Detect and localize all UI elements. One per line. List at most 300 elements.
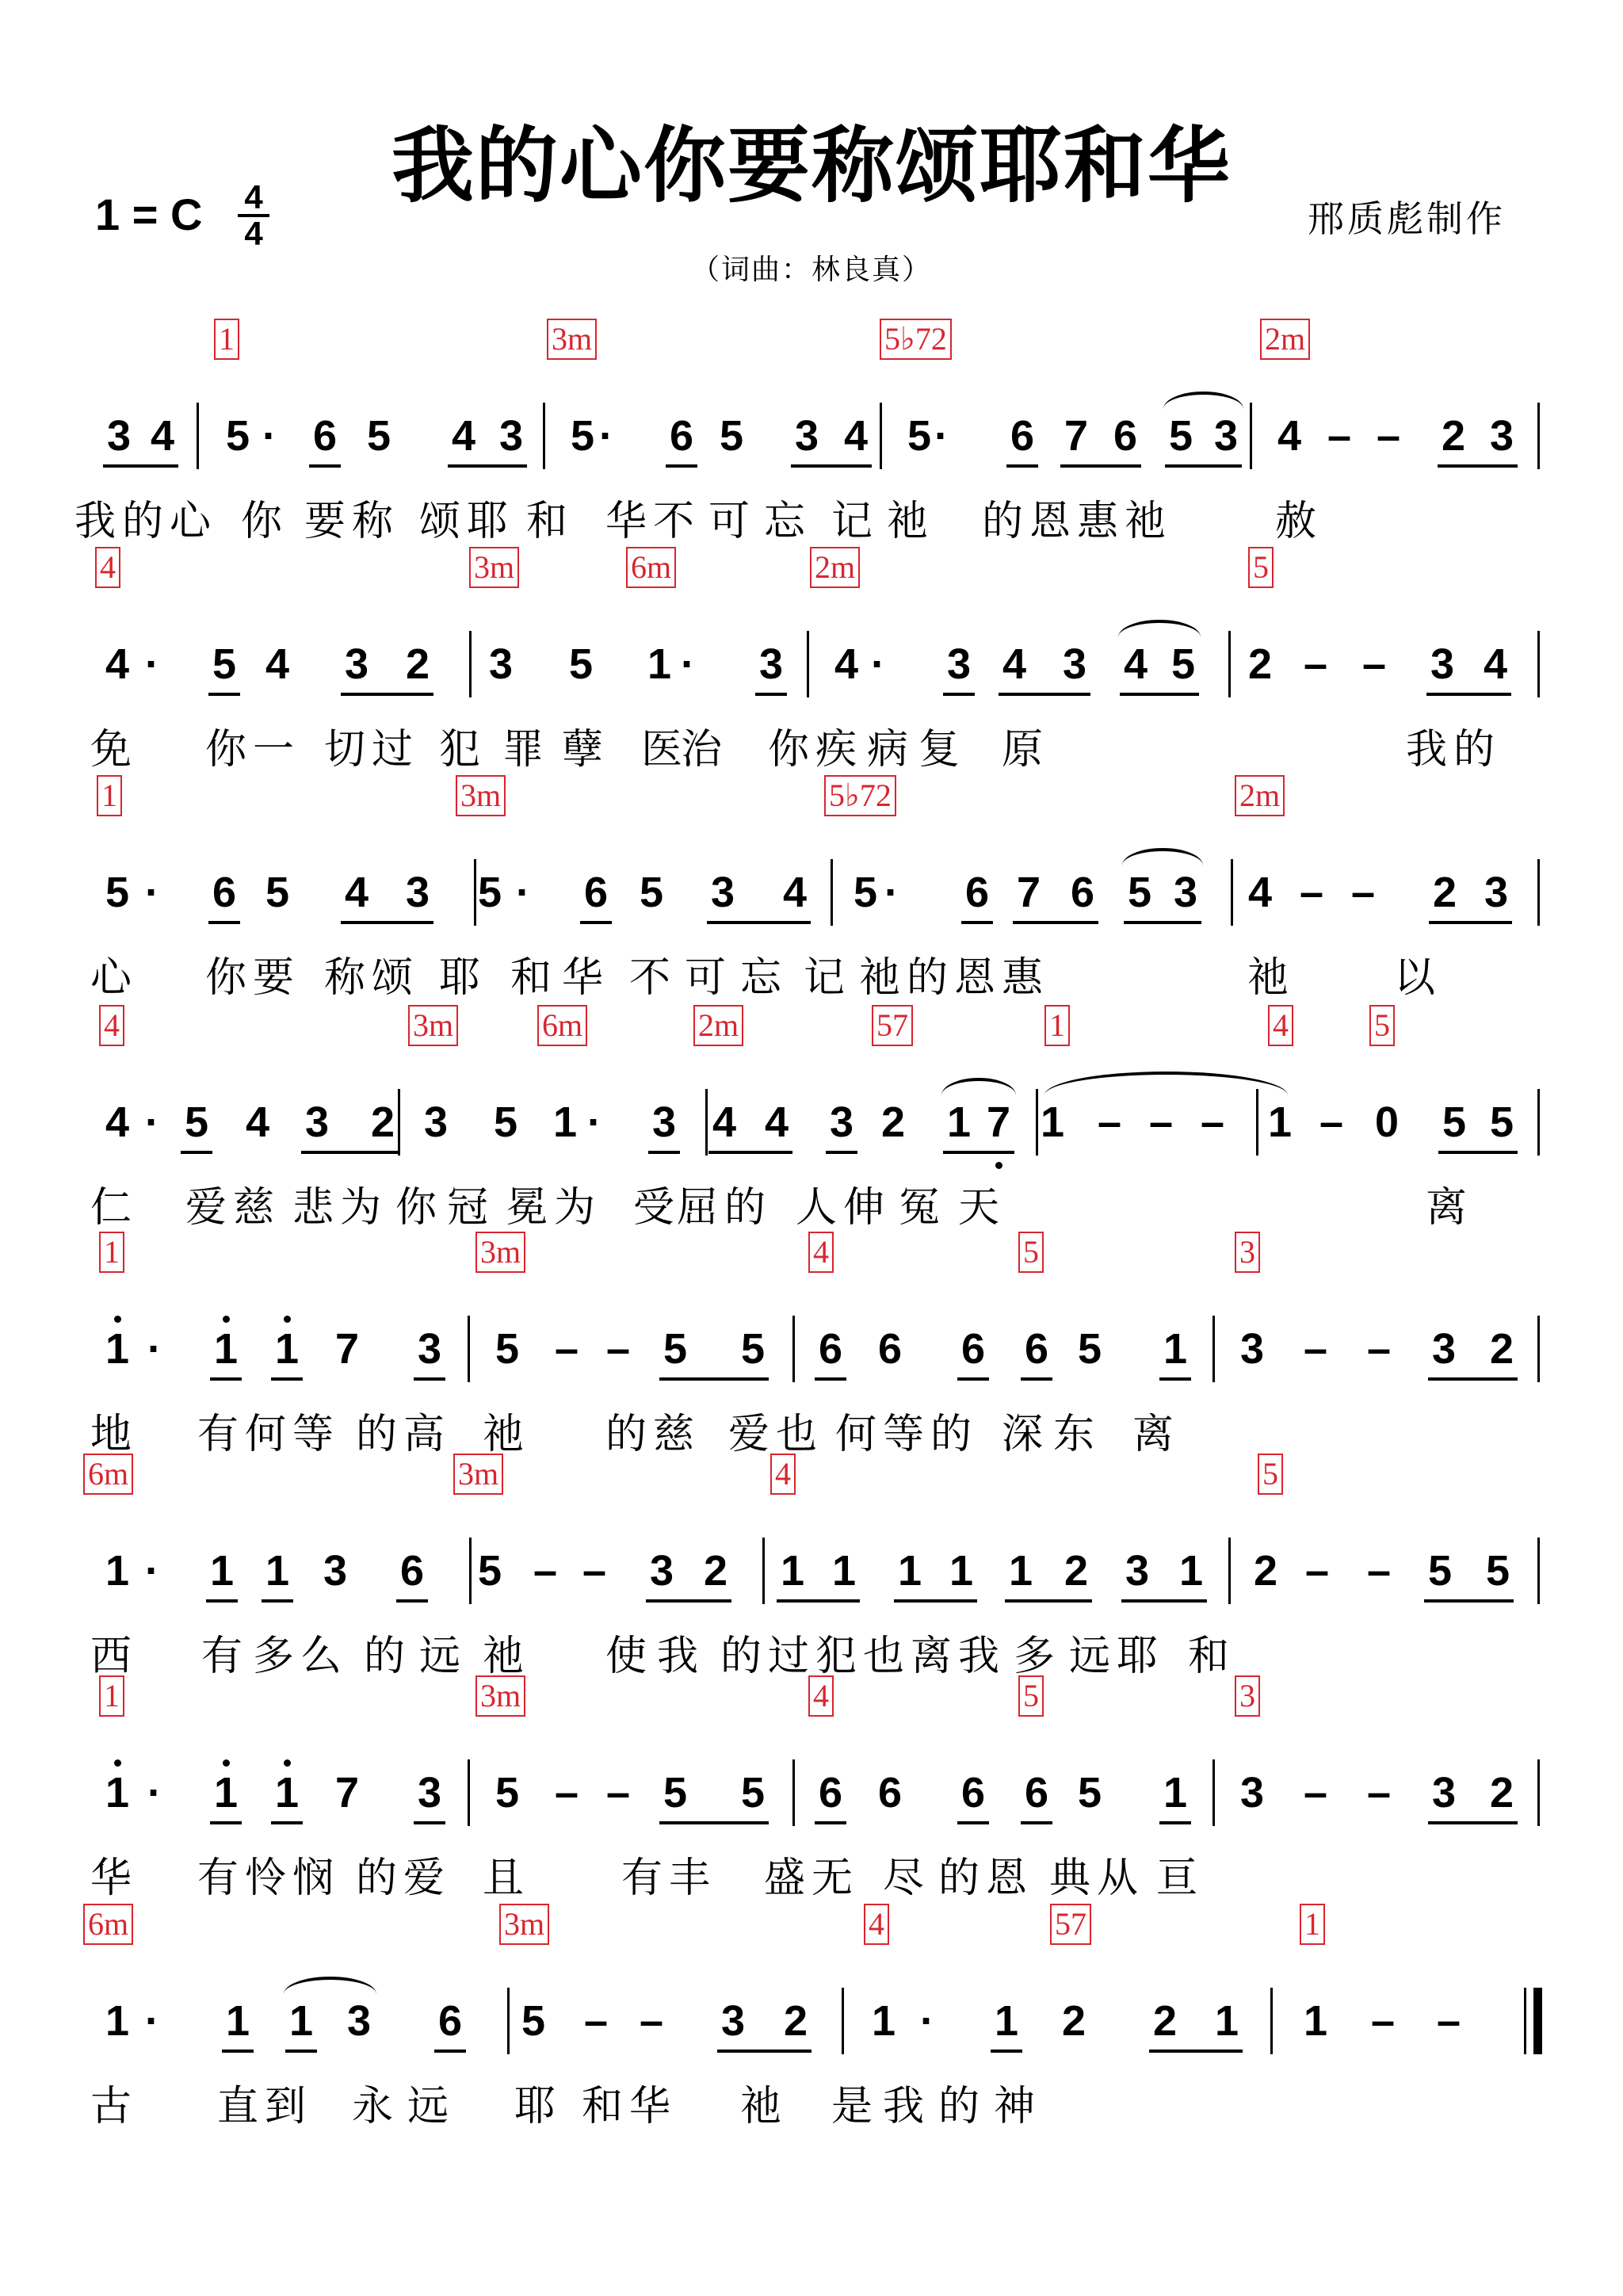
chord-symbol: 1 <box>97 775 122 816</box>
jianpu-note: 3 <box>106 412 132 460</box>
jianpu-note: · <box>145 1547 159 1595</box>
lyric-char: 离 <box>1132 1411 1174 1458</box>
lyric-char: 华 <box>90 1855 132 1902</box>
jianpu-note: 1 <box>1214 1997 1239 2045</box>
lyric-char: 颂 <box>418 498 460 545</box>
jianpu-note: 7 <box>979 1098 1018 1146</box>
chord-symbol: 6m <box>626 547 676 588</box>
eighth-beam <box>1060 464 1141 468</box>
chord-symbol: 1 <box>99 1675 124 1717</box>
lyric-char: 慈 <box>652 1411 694 1458</box>
jianpu-note: 1 <box>1267 1098 1293 1146</box>
jianpu-note: 6 <box>583 869 609 916</box>
eighth-beam <box>1120 693 1199 696</box>
barline <box>842 1988 844 2054</box>
lyric-char: 的 <box>355 1411 397 1458</box>
jianpu-note: 5 <box>477 869 502 916</box>
jianpu-note: 4 <box>1002 640 1027 688</box>
jianpu-note: 6 <box>399 1547 425 1595</box>
jianpu-note: 1 <box>288 1997 314 2045</box>
eighth-beam <box>646 1599 731 1603</box>
jianpu-note: 1 <box>105 1997 130 2045</box>
lyric-char: 犯 <box>815 1633 857 1680</box>
jianpu-note: – <box>1097 1098 1122 1146</box>
eighth-beam <box>961 921 993 924</box>
eighth-beam <box>271 1821 303 1824</box>
lyric-char: 过 <box>371 726 413 774</box>
lyric-char: 且 <box>482 1855 524 1902</box>
jianpu-note: – <box>1200 1098 1225 1146</box>
lyric-char: 复 <box>918 726 960 774</box>
jianpu-note: 5 <box>1127 869 1152 916</box>
eighth-beam <box>755 693 787 696</box>
barline <box>197 403 199 469</box>
lyric-char: 免 <box>90 726 132 774</box>
lyric-char: 我 <box>1405 726 1447 774</box>
lyric-char: 不 <box>628 954 670 1002</box>
jianpu-note: 2 <box>1489 1769 1514 1817</box>
jianpu-note: – <box>1303 640 1328 688</box>
jianpu-note: 5 <box>663 1325 688 1373</box>
eighth-beam <box>1149 2050 1243 2053</box>
lyric-char: 的 <box>363 1633 405 1680</box>
jianpu-note: 3 <box>1431 1769 1457 1817</box>
lyric-char: 是 <box>831 2083 873 2130</box>
lyric-char: 的 <box>720 1633 762 1680</box>
jianpu-note: 6 <box>1010 412 1035 460</box>
chord-symbol: 5♭72 <box>824 775 896 816</box>
lyric-char: 祂 <box>482 1633 524 1680</box>
jianpu-note: 5 <box>663 1769 688 1817</box>
chord-symbol: 5♭72 <box>880 319 952 360</box>
lyric-char: 的 <box>981 498 1023 545</box>
jianpu-note: – <box>1361 640 1387 688</box>
chord-symbol: 5 <box>1369 1005 1395 1046</box>
eighth-beam <box>943 693 975 696</box>
lyric-char: 祂 <box>886 498 928 545</box>
jianpu-note: 6 <box>669 412 694 460</box>
lyric-char: 祂 <box>739 2083 781 2130</box>
jianpu-note: 6 <box>818 1769 843 1817</box>
jianpu-note: 1 <box>267 1769 307 1817</box>
jianpu-note: 6 <box>877 1325 903 1373</box>
jianpu-note: 4 <box>245 1098 270 1146</box>
jianpu-note: 5 <box>568 640 594 688</box>
lyric-char: 我 <box>74 498 116 545</box>
jianpu-note: 3 <box>1062 640 1087 688</box>
lyric-char: 冤 <box>898 1184 940 1232</box>
lyric-char: 地 <box>90 1411 132 1458</box>
lyric-char: 一 <box>252 726 294 774</box>
jianpu-note: 2 <box>1489 1325 1514 1373</box>
lyric-char: 到 <box>264 2083 306 2130</box>
barline <box>807 631 809 697</box>
lyric-char: 你 <box>395 1184 437 1232</box>
jianpu-note: 6 <box>1024 1325 1049 1373</box>
lyric-char: 你 <box>204 954 246 1002</box>
jianpu-note: 7 <box>334 1325 360 1373</box>
lyric-char: 忘 <box>739 954 781 1002</box>
lyric-char: 华 <box>605 498 647 545</box>
lyric-char: 仁 <box>90 1184 132 1232</box>
lyric-char: 和 <box>1187 1633 1229 1680</box>
eighth-beam <box>1124 921 1201 924</box>
barline <box>1537 1759 1540 1826</box>
jianpu-note: 1 <box>871 1997 896 2045</box>
lyrics-composer-credit: （词曲：林良真） <box>690 254 932 286</box>
jianpu-note: 5 <box>105 869 130 916</box>
jianpu-note: 5 <box>570 412 595 460</box>
jianpu-note: – <box>1366 1325 1392 1373</box>
lyric-char: 的 <box>121 498 163 545</box>
lyric-char: 称 <box>351 498 393 545</box>
jianpu-note: 4 <box>1247 869 1273 916</box>
lyric-char: 屈 <box>676 1184 718 1232</box>
barline <box>468 1759 470 1826</box>
lyric-char: 西 <box>90 1633 132 1680</box>
eighth-beam <box>815 1377 846 1381</box>
jianpu-note: 1 <box>1163 1325 1188 1373</box>
lyric-char: 受 <box>632 1184 674 1232</box>
lyric-char: 记 <box>831 498 873 545</box>
jianpu-note: 5 <box>719 412 744 460</box>
jianpu-note: 1 <box>209 1547 235 1595</box>
eighth-beam <box>210 1821 242 1824</box>
lyric-char: 恩 <box>1029 498 1071 545</box>
eighth-beam <box>999 693 1090 696</box>
jianpu-note: 3 <box>323 1547 348 1595</box>
eighth-beam <box>1121 1599 1207 1603</box>
barline <box>1537 403 1540 469</box>
jianpu-note: 2 <box>405 640 430 688</box>
eighth-beam <box>434 2050 466 2053</box>
jianpu-note: · <box>145 1098 159 1146</box>
jianpu-note: · <box>681 640 695 688</box>
jianpu-note: 2 <box>1432 869 1457 916</box>
eighth-beam <box>210 1377 242 1381</box>
jianpu-note: – <box>605 1769 631 1817</box>
lyric-char: 以 <box>1393 954 1435 1002</box>
lyric-char: 惠 <box>1076 498 1118 545</box>
meter-top: 4 <box>244 178 263 216</box>
jianpu-note: 3 <box>1430 640 1455 688</box>
final-barline-thick <box>1533 1988 1542 2054</box>
lyric-char: 么 <box>300 1633 342 1680</box>
eighth-beam <box>707 921 811 924</box>
lyric-char: 的 <box>724 1184 766 1232</box>
jianpu-note: 5 <box>853 869 878 916</box>
eighth-beam <box>1006 464 1038 468</box>
jianpu-note: 1 <box>1040 1098 1065 1146</box>
lyric-char: 罪 <box>502 726 544 774</box>
jianpu-note: – <box>1366 1769 1392 1817</box>
chord-symbol: 6m <box>537 1005 587 1046</box>
lyric-char: 古 <box>90 2083 132 2130</box>
jianpu-note: – <box>1319 1098 1344 1146</box>
eighth-beam <box>222 2050 254 2053</box>
slur <box>284 1977 376 1994</box>
jianpu-note: 1 <box>1163 1769 1188 1817</box>
eighth-beam <box>957 1821 989 1824</box>
lyric-char: 和 <box>581 2083 623 2130</box>
jianpu-note: 6 <box>1113 412 1138 460</box>
jianpu-note: 1 <box>949 1547 974 1595</box>
jianpu-note: 5 <box>1442 1098 1467 1146</box>
slur <box>1118 620 1201 637</box>
jianpu-note: – <box>582 1547 607 1595</box>
lyric-char: 爱 <box>727 1411 769 1458</box>
jianpu-note: 5 <box>740 1769 766 1817</box>
lyric-char: 病 <box>866 726 908 774</box>
jianpu-note: 2 <box>783 1997 808 2045</box>
barline <box>1250 403 1252 469</box>
score-system <box>0 549 1623 815</box>
eighth-beam <box>666 464 697 468</box>
jianpu-note: 3 <box>1125 1547 1150 1595</box>
jianpu-note: 5 <box>212 640 237 688</box>
eighth-beam <box>414 1821 445 1824</box>
jianpu-note: 4 <box>1277 412 1302 460</box>
lyric-char: 祂 <box>1124 498 1166 545</box>
jianpu-note: 1 <box>265 1547 290 1595</box>
lyric-char: 远 <box>407 2083 449 2130</box>
lyric-char: 何 <box>244 1411 286 1458</box>
lyric-char: 有 <box>621 1855 663 1902</box>
lyric-char: 耶 <box>466 498 508 545</box>
lyric-char: 耶 <box>514 2083 556 2130</box>
jianpu-note: 1 <box>780 1547 805 1595</box>
jianpu-note: 4 <box>150 412 175 460</box>
barline <box>762 1538 765 1604</box>
jianpu-note: · <box>147 1325 162 1373</box>
jianpu-note: · <box>934 412 949 460</box>
jianpu-note: – <box>1366 1547 1392 1595</box>
meter-bottom: 4 <box>244 215 263 252</box>
lyric-char: 为 <box>553 1184 595 1232</box>
chord-symbol: 6m <box>83 1454 133 1495</box>
chord-symbol: 3m <box>475 1675 525 1717</box>
lyric-char: 你 <box>767 726 809 774</box>
jianpu-note: 3 <box>829 1098 854 1146</box>
lyric-char: 的 <box>906 954 948 1002</box>
barline <box>1256 1089 1258 1156</box>
slur <box>941 1078 1016 1095</box>
jianpu-note: 2 <box>1064 1547 1089 1595</box>
chord-symbol: 4 <box>1268 1005 1293 1046</box>
chord-symbol: 3m <box>499 1904 549 1945</box>
jianpu-note: 6 <box>212 869 237 916</box>
lyric-char: 祂 <box>1247 954 1289 1002</box>
jianpu-note: 5 <box>1077 1325 1102 1373</box>
lyric-char: 疾 <box>815 726 857 774</box>
lyric-char: 不 <box>652 498 694 545</box>
chord-symbol: 3 <box>1235 1232 1260 1273</box>
barline <box>469 631 472 697</box>
lyric-char: 直 <box>216 2083 258 2130</box>
jianpu-note: – <box>554 1769 579 1817</box>
chord-symbol: 4 <box>95 547 120 588</box>
lyric-char: 也 <box>862 1633 904 1680</box>
lyric-char: 神 <box>993 2083 1035 2130</box>
eighth-beam <box>1438 1151 1518 1154</box>
jianpu-note: 3 <box>946 640 972 688</box>
jianpu-note: 3 <box>304 1098 330 1146</box>
barline <box>1212 1759 1215 1826</box>
eighth-beam <box>208 693 240 696</box>
jianpu-note: 3 <box>720 1997 746 2045</box>
lyric-char: 华 <box>628 2083 670 2130</box>
jianpu-note: 2 <box>1152 1997 1178 2045</box>
lyric-char: 的 <box>938 1855 980 1902</box>
chord-symbol: 6m <box>83 1904 133 1945</box>
lyric-char: 东 <box>1052 1411 1094 1458</box>
jianpu-note: · <box>145 869 159 916</box>
eighth-beam <box>659 1821 769 1824</box>
lyric-char: 人 <box>795 1184 837 1232</box>
lyric-char: 有 <box>200 1633 242 1680</box>
jianpu-note: 4 <box>344 869 369 916</box>
jianpu-note: 3 <box>417 1325 442 1373</box>
jianpu-note: · <box>871 640 885 688</box>
jianpu-note: 5 <box>495 1325 520 1373</box>
jianpu-note: 1 <box>1008 1547 1033 1595</box>
eighth-beam <box>1438 464 1518 468</box>
eighth-beam <box>1005 1599 1092 1603</box>
lyric-char: 等 <box>882 1411 924 1458</box>
eighth-beam <box>991 2050 1022 2053</box>
lyric-char: 伸 <box>842 1184 884 1232</box>
jianpu-note: 4 <box>843 412 869 460</box>
eighth-beam <box>1021 1377 1052 1381</box>
barline <box>792 1759 795 1826</box>
lyric-char: 的 <box>938 2083 980 2130</box>
jianpu-note: 1 <box>267 1325 307 1373</box>
jianpu-note: 3 <box>417 1769 442 1817</box>
jianpu-note: 1 <box>831 1547 857 1595</box>
jianpu-note: – <box>554 1325 579 1373</box>
eighth-beam <box>1428 1377 1518 1381</box>
jianpu-note: – <box>583 1997 609 2045</box>
barline <box>1537 859 1540 926</box>
barline <box>1537 631 1540 697</box>
lyric-char: 治 <box>680 726 722 774</box>
lyric-char: 耶 <box>438 954 480 1002</box>
barline <box>1231 859 1233 926</box>
chord-symbol: 3m <box>453 1454 503 1495</box>
lyric-char: 恩 <box>953 954 995 1002</box>
lyric-char: 和 <box>510 954 552 1002</box>
key-signature: 1 = C <box>95 189 203 239</box>
jianpu-note: 1 <box>994 1997 1019 2045</box>
eighth-beam <box>181 1151 212 1154</box>
jianpu-note: · <box>147 1769 162 1817</box>
jianpu-note: · <box>516 869 530 916</box>
barline <box>831 859 833 926</box>
jianpu-note: 3 <box>758 640 784 688</box>
jianpu-note: 3 <box>346 1997 372 2045</box>
lyric-char: 原 <box>1001 726 1043 774</box>
lyric-char: 孽 <box>561 726 603 774</box>
slur <box>1163 392 1243 409</box>
chord-symbol: 1 <box>99 1232 124 1273</box>
lyric-char: 远 <box>1068 1633 1110 1680</box>
eighth-beam <box>580 921 612 924</box>
jianpu-note: 5 <box>1077 1769 1102 1817</box>
jianpu-note: 3 <box>1431 1325 1457 1373</box>
chord-symbol: 1 <box>1300 1904 1325 1945</box>
chord-symbol: 2m <box>810 547 860 588</box>
jianpu-note: 7 <box>334 1769 360 1817</box>
arranger-credit: 邢质彪制作 <box>1308 197 1506 240</box>
jianpu-note: 3 <box>405 869 430 916</box>
jianpu-note: 1 <box>1303 1997 1328 2045</box>
lyric-char: 的 <box>355 1855 397 1902</box>
jianpu-note: 1 <box>647 640 672 688</box>
jianpu-note: 3 <box>1213 412 1239 460</box>
jianpu-note: – <box>1299 869 1324 916</box>
lyric-char: 也 <box>775 1411 817 1458</box>
jianpu-note: 1 <box>97 1769 137 1817</box>
chord-symbol: 4 <box>864 1904 889 1945</box>
jianpu-note: 2 <box>1061 1997 1086 2045</box>
lyric-char: 可 <box>708 498 750 545</box>
jianpu-note: 5 <box>1427 1547 1453 1595</box>
jianpu-note: 2 <box>880 1098 906 1146</box>
jianpu-note: 2 <box>703 1547 728 1595</box>
eighth-beam <box>396 1599 428 1603</box>
jianpu-note: 6 <box>1024 1769 1049 1817</box>
lyric-char: 尽 <box>882 1855 924 1902</box>
eighth-beam <box>206 1599 238 1603</box>
lyric-char: 爱 <box>403 1855 445 1902</box>
jianpu-note: – <box>1303 1769 1328 1817</box>
barline <box>507 1988 510 2054</box>
jianpu-note: 3 <box>1489 412 1514 460</box>
chord-symbol: 3m <box>408 1005 458 1046</box>
eighth-beam <box>1165 464 1242 468</box>
lyric-char: 多 <box>252 1633 294 1680</box>
jianpu-note: 4 <box>105 1098 130 1146</box>
jianpu-note: 1 <box>97 1325 137 1373</box>
jianpu-note: 1 <box>946 1098 972 1146</box>
jianpu-note: 5 <box>639 869 664 916</box>
lyric-char: 有 <box>197 1855 239 1902</box>
lyric-char: 从 <box>1096 1855 1138 1902</box>
lyric-char: 悲 <box>292 1184 334 1232</box>
jianpu-note: 1 <box>1178 1547 1204 1595</box>
jianpu-note: 5 <box>740 1325 766 1373</box>
lyric-char: 心 <box>90 954 132 1002</box>
jianpu-note: 6 <box>877 1769 903 1817</box>
lyric-char: 华 <box>561 954 603 1002</box>
eighth-beam <box>341 693 433 696</box>
lyric-char: 深 <box>1001 1411 1043 1458</box>
jianpu-note: 5 <box>225 412 250 460</box>
jianpu-note: – <box>1370 1997 1396 2045</box>
eighth-beam <box>208 921 240 924</box>
eighth-beam <box>1429 921 1512 924</box>
lyric-char: 使 <box>605 1633 647 1680</box>
jianpu-note: 6 <box>437 1997 463 2045</box>
lyric-char: 的 <box>930 1411 972 1458</box>
lyric-char: 你 <box>240 498 282 545</box>
jianpu-note: – <box>605 1325 631 1373</box>
chord-symbol: 2m <box>1260 319 1310 360</box>
lyric-char: 恩 <box>985 1855 1027 1902</box>
chord-symbol: 3m <box>547 319 597 360</box>
lyric-char: 赦 <box>1274 498 1316 545</box>
jianpu-note: 5 <box>1485 1547 1510 1595</box>
